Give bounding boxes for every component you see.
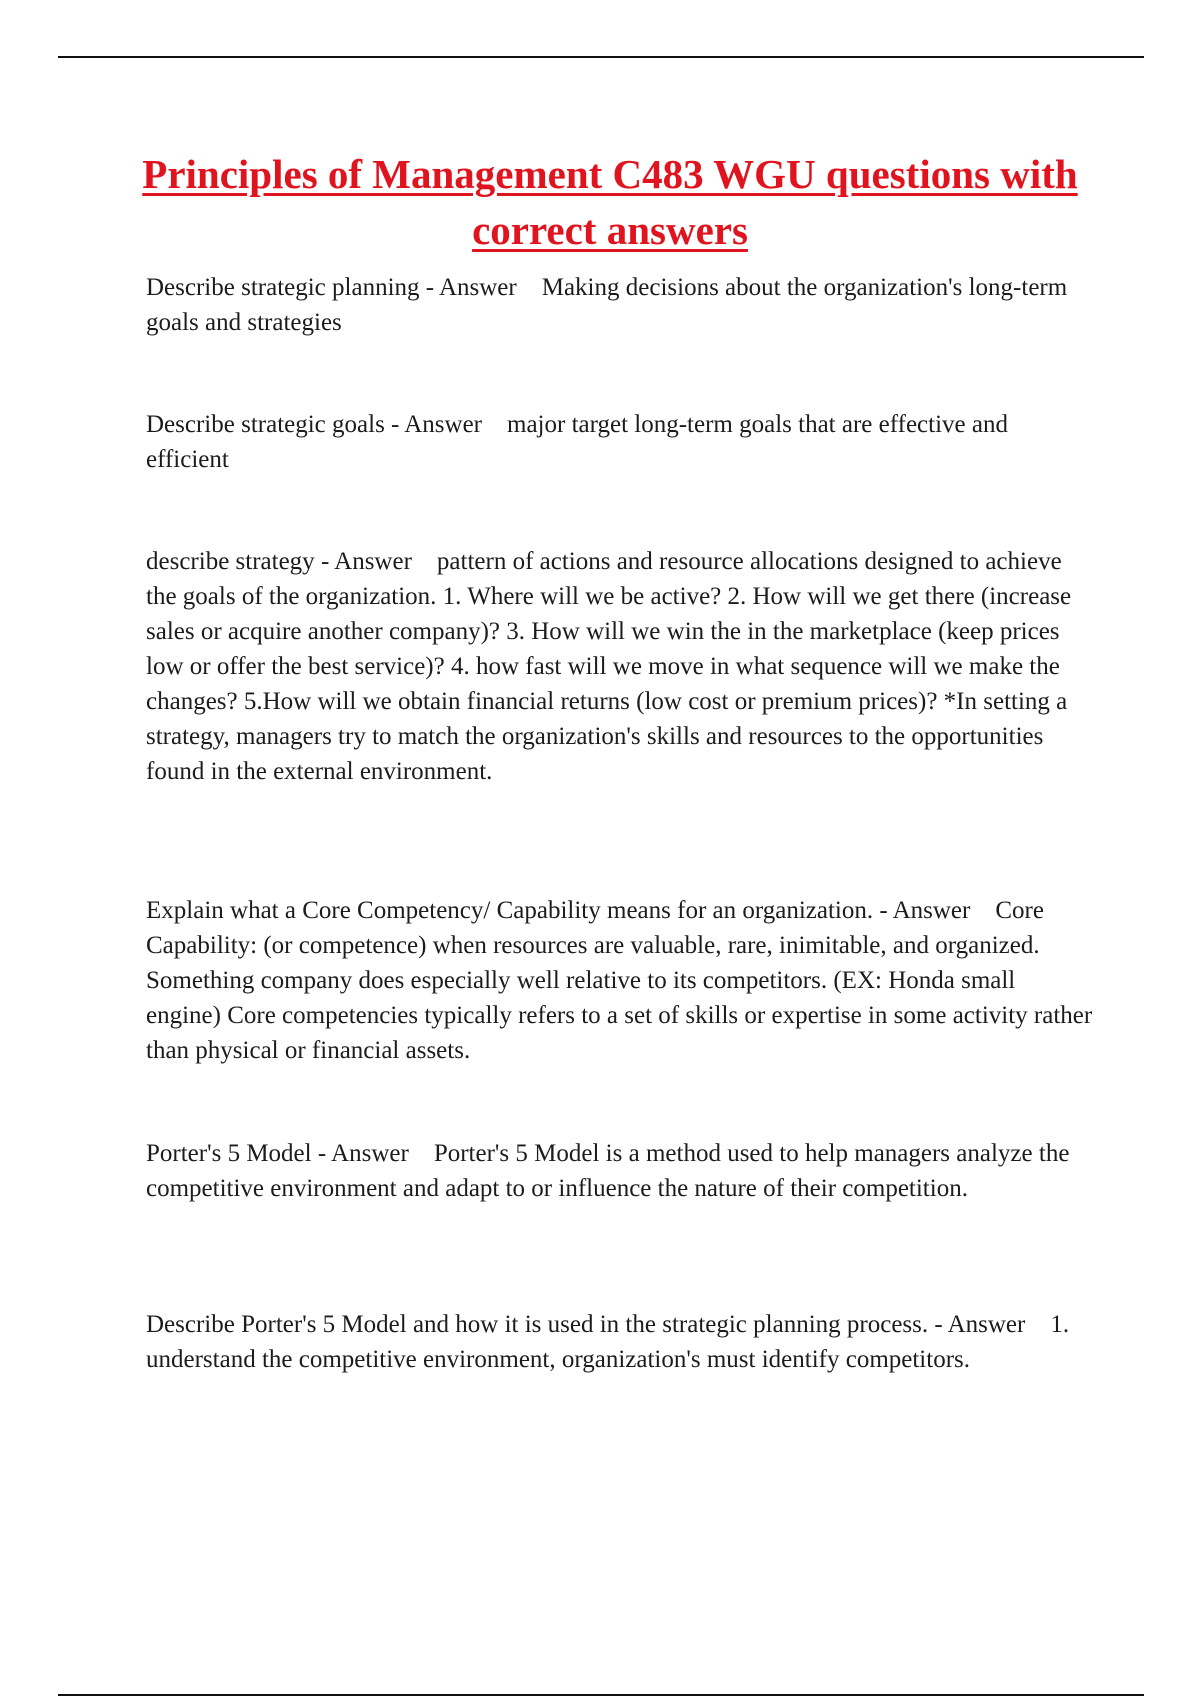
- question-text: Porter's 5 Model: [146, 1140, 312, 1167]
- question-text: Describe strategic goals: [146, 411, 385, 438]
- qa-item-1: [146, 270, 1096, 340]
- answer-marker: - Answer: [317, 1140, 409, 1167]
- answer-text: major target long-term goals that are effective and efficient: [146, 411, 1008, 473]
- qa-item-3: [146, 544, 1096, 789]
- question-text: Explain what a Core Competency/ Capability means for an organization.: [146, 897, 874, 924]
- answer-text: 1. understand the competitive environment, organization's must identify competitors.: [146, 1311, 1070, 1373]
- answer-marker: - Answer: [425, 274, 517, 301]
- question-text: Describe strategic planning: [146, 274, 420, 301]
- page-title: Principles of Management C483 WGU questions with correct answers: [142, 151, 1078, 253]
- answer-text: Porter's 5 Model is a method used to help managers analyze the competitive environment and adapt to or influence the nature of their competition.: [146, 1140, 1070, 1202]
- answer-marker: - Answer: [934, 1311, 1026, 1338]
- qa-item-4: [146, 893, 1096, 1068]
- qa-item-5: [146, 1136, 1096, 1206]
- qa-item-2: [146, 407, 1096, 477]
- bottom-rule: [58, 1694, 1144, 1696]
- answer-text: Core Capability: (or competence) when resources are valuable, rare, inimitable, and organized. Something company does especially well relative to its competitors. (EX: Honda small engine) Core competencies typically refers to a set of skills or expertise in some activity rather than physical or financial assets.: [146, 897, 1093, 1064]
- qa-item-6: [146, 1307, 1096, 1377]
- answer-text: pattern of actions and resource allocations designed to achieve the goals of the organization. 1. Where will we be active? 2. How will we get there (increase sales or acquire another company)? 3. How will we win the in the marketplace (keep prices low or offer the best service)? 4. how fast will we move in what sequence will we make the changes? 5.How will we obtain financial returns (low cost or premium prices)? *In setting a strategy, managers try to match the organization's skills and resources to the opportunities found in the external environment.: [146, 548, 1072, 785]
- question-text: describe strategy: [146, 548, 315, 575]
- answer-text: Making decisions about the organization's long-term goals and strategies: [146, 274, 1068, 336]
- question-text: Describe Porter's 5 Model and how it is used in the strategic planning process.: [146, 1311, 929, 1338]
- top-rule: [58, 56, 1144, 58]
- answer-marker: - Answer: [391, 411, 483, 438]
- answer-marker: - Answer: [879, 897, 971, 924]
- answer-marker: - Answer: [320, 548, 412, 575]
